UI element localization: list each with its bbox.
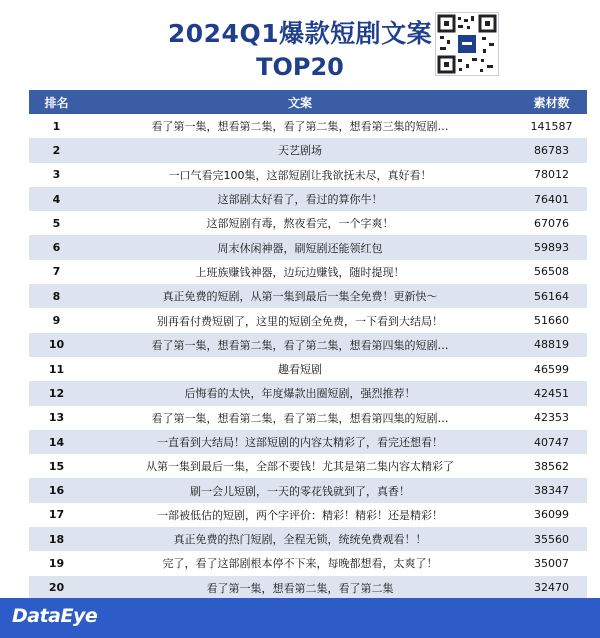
count-cell: 86783 [516,138,587,162]
count-cell: 48819 [516,333,587,357]
title-block [0,18,600,82]
table-row [29,114,587,138]
copy-cell: 刷一会儿短剧，一天的零花钱就到了，真香！ [84,478,516,502]
copy-cell: 看了第一集，想看第二集，看了第二集，想看第四集的短剧… [84,406,516,430]
rank-cell: 2 [29,138,84,162]
copy-cell: 完了，看了这部剧根本停不下来，每晚都想看，太爽了！ [84,551,516,575]
rank-cell: 3 [29,163,84,187]
table-row [29,527,587,551]
count-cell: 76401 [516,187,587,211]
table-row [29,235,587,259]
copy-cell: 趣看短剧 [84,357,516,381]
rank-cell: 14 [29,430,84,454]
count-cell: 42451 [516,381,587,405]
copy-cell: 这部短剧有毒，熬夜看完，一个字爽！ [84,211,516,235]
table-header-row [29,90,587,114]
table-row [29,138,587,162]
table-row [29,406,587,430]
rank-cell: 7 [29,260,84,284]
count-cell: 56164 [516,284,587,308]
rank-cell: 10 [29,333,84,357]
rank-cell: 20 [29,576,84,600]
page-title: 2024Q1爆款短剧文案 [167,19,433,48]
table-row [29,187,587,211]
qr-code-icon [435,12,499,76]
footer-bar [0,598,600,638]
copy-cell: 后悔看的太快，年度爆款出圈短剧，强烈推荐！ [84,381,516,405]
table-row [29,284,587,308]
count-cell: 51660 [516,308,587,332]
page-subtitle: TOP20 [256,53,344,81]
rank-cell: 8 [29,284,84,308]
rank-cell: 13 [29,406,84,430]
column-header-count: 素材数 [516,90,587,114]
table-row [29,333,587,357]
copy-cell: 别再看付费短剧了，这里的短剧全免费，一下看到大结局！ [84,308,516,332]
table-row [29,503,587,527]
count-cell: 35560 [516,527,587,551]
rank-cell: 16 [29,478,84,502]
copy-cell: 周末休闲神器，刷短剧还能领红包 [84,235,516,259]
count-cell: 46599 [516,357,587,381]
rank-cell: 6 [29,235,84,259]
count-cell: 35007 [516,551,587,575]
copy-cell: 从第一集到最后一集，全部不要钱！尤其是第二集内容太精彩了 [84,454,516,478]
table-row [29,551,587,575]
copy-cell: 一口气看完100集，这部短剧让我欲抚未尽，真好看！ [84,163,516,187]
copy-cell: 看了第一集，想看第二集，看了第二集 [84,576,516,600]
copy-cell: 看了第一集，想看第二集，看了第二集，想看第三集的短剧… [84,114,516,138]
count-cell: 38347 [516,478,587,502]
rank-cell: 17 [29,503,84,527]
table-row [29,357,587,381]
table-row [29,478,587,502]
table-row [29,454,587,478]
column-header-copy: 文案 [84,90,516,114]
count-cell: 78012 [516,163,587,187]
table-row [29,163,587,187]
copy-cell: 这部剧太好看了，看过的算你牛！ [84,187,516,211]
rank-cell: 1 [29,114,84,138]
rank-cell: 12 [29,381,84,405]
table-row [29,211,587,235]
table-row [29,430,587,454]
rank-cell: 4 [29,187,84,211]
rank-cell: 18 [29,527,84,551]
count-cell: 59893 [516,235,587,259]
count-cell: 32470 [516,576,587,600]
ranking-table [29,90,587,600]
rank-cell: 11 [29,357,84,381]
rank-cell: 19 [29,551,84,575]
dataeye-logo: DataEye [12,605,98,627]
table-row [29,381,587,405]
table-row [29,308,587,332]
rank-cell: 9 [29,308,84,332]
rank-cell: 15 [29,454,84,478]
count-cell: 40747 [516,430,587,454]
table-row [29,260,587,284]
table-body [29,114,587,600]
copy-cell: 真正免费的短剧，从第一集到最后一集全免费！更新快～ [84,284,516,308]
count-cell: 56508 [516,260,587,284]
count-cell: 67076 [516,211,587,235]
copy-cell: 一直看到大结局！这部短剧的内容太精彩了，看完还想看！ [84,430,516,454]
copy-cell: 一部被低估的短剧，两个字评价：精彩！精彩！还是精彩！ [84,503,516,527]
copy-cell: 看了第一集，想看第二集，看了第二集，想看第四集的短剧… [84,333,516,357]
column-header-rank: 排名 [29,90,84,114]
count-cell: 141587 [516,114,587,138]
count-cell: 42353 [516,406,587,430]
copy-cell: 真正免费的热门短剧，全程无锁，统统免费观看！！ [84,527,516,551]
rank-cell: 5 [29,211,84,235]
table-row [29,576,587,600]
count-cell: 36099 [516,503,587,527]
copy-cell: 上班族赚钱神器，边玩边赚钱，随时提现！ [84,260,516,284]
copy-cell: 天艺剧场 [84,138,516,162]
count-cell: 38562 [516,454,587,478]
